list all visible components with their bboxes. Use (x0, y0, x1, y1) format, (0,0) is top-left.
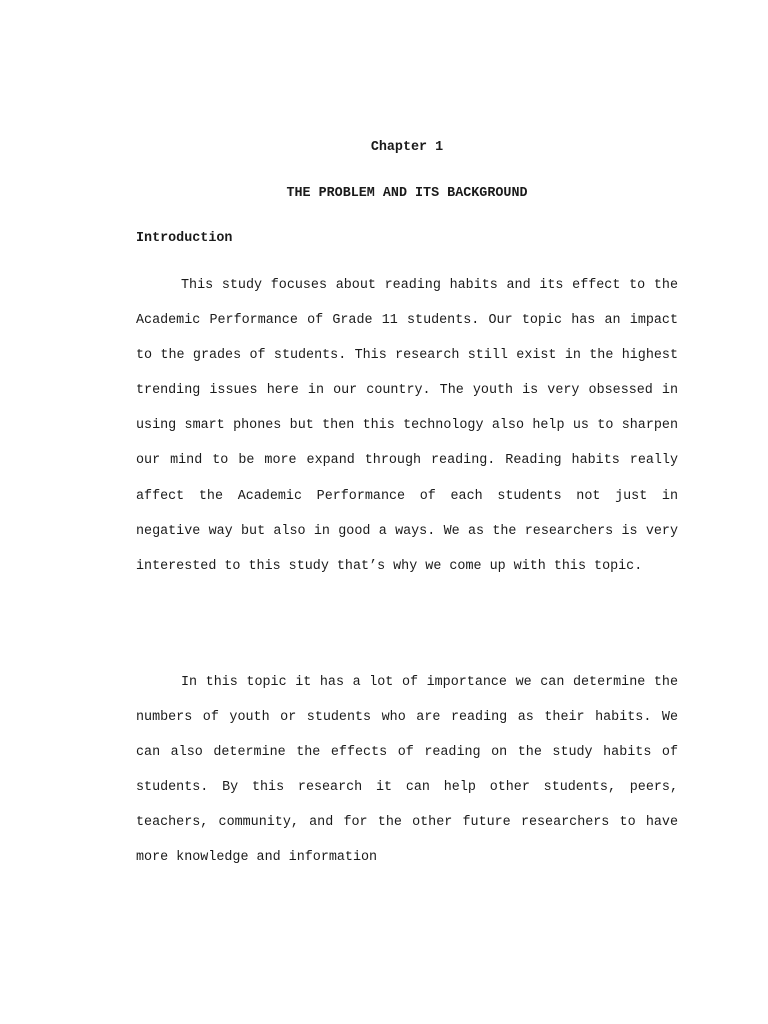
chapter-number: Chapter 1 (370, 140, 444, 155)
chapter-title: THE PROBLEM AND ITS BACKGROUND (286, 186, 528, 201)
section-heading: Introduction (136, 231, 233, 246)
paragraph: In this topic it has a lot of importance we can determine the numbers of youth or students who are reading as their habits. We can also determine the effects of reading on the study habits of students. By this research it can help other students, peers, teachers, community, and for the other future researchers to have more knowledge and information (136, 675, 678, 866)
paragraph: This study focuses about reading habits and its effect to the Academic Performance of Grade 11 students. Our topic has an impact to the grades of students. This research still exist in the highest trending issues here in our country. The youth is very obsessed in using smart phones but then this technology also help us to sharpen our mind to be more expand through reading. Reading habits really affect the Academic Performance of each students not just in negative way but also in good a ways. We as the researchers is very interested to this study that’s why we come up with this topic. (136, 278, 678, 574)
